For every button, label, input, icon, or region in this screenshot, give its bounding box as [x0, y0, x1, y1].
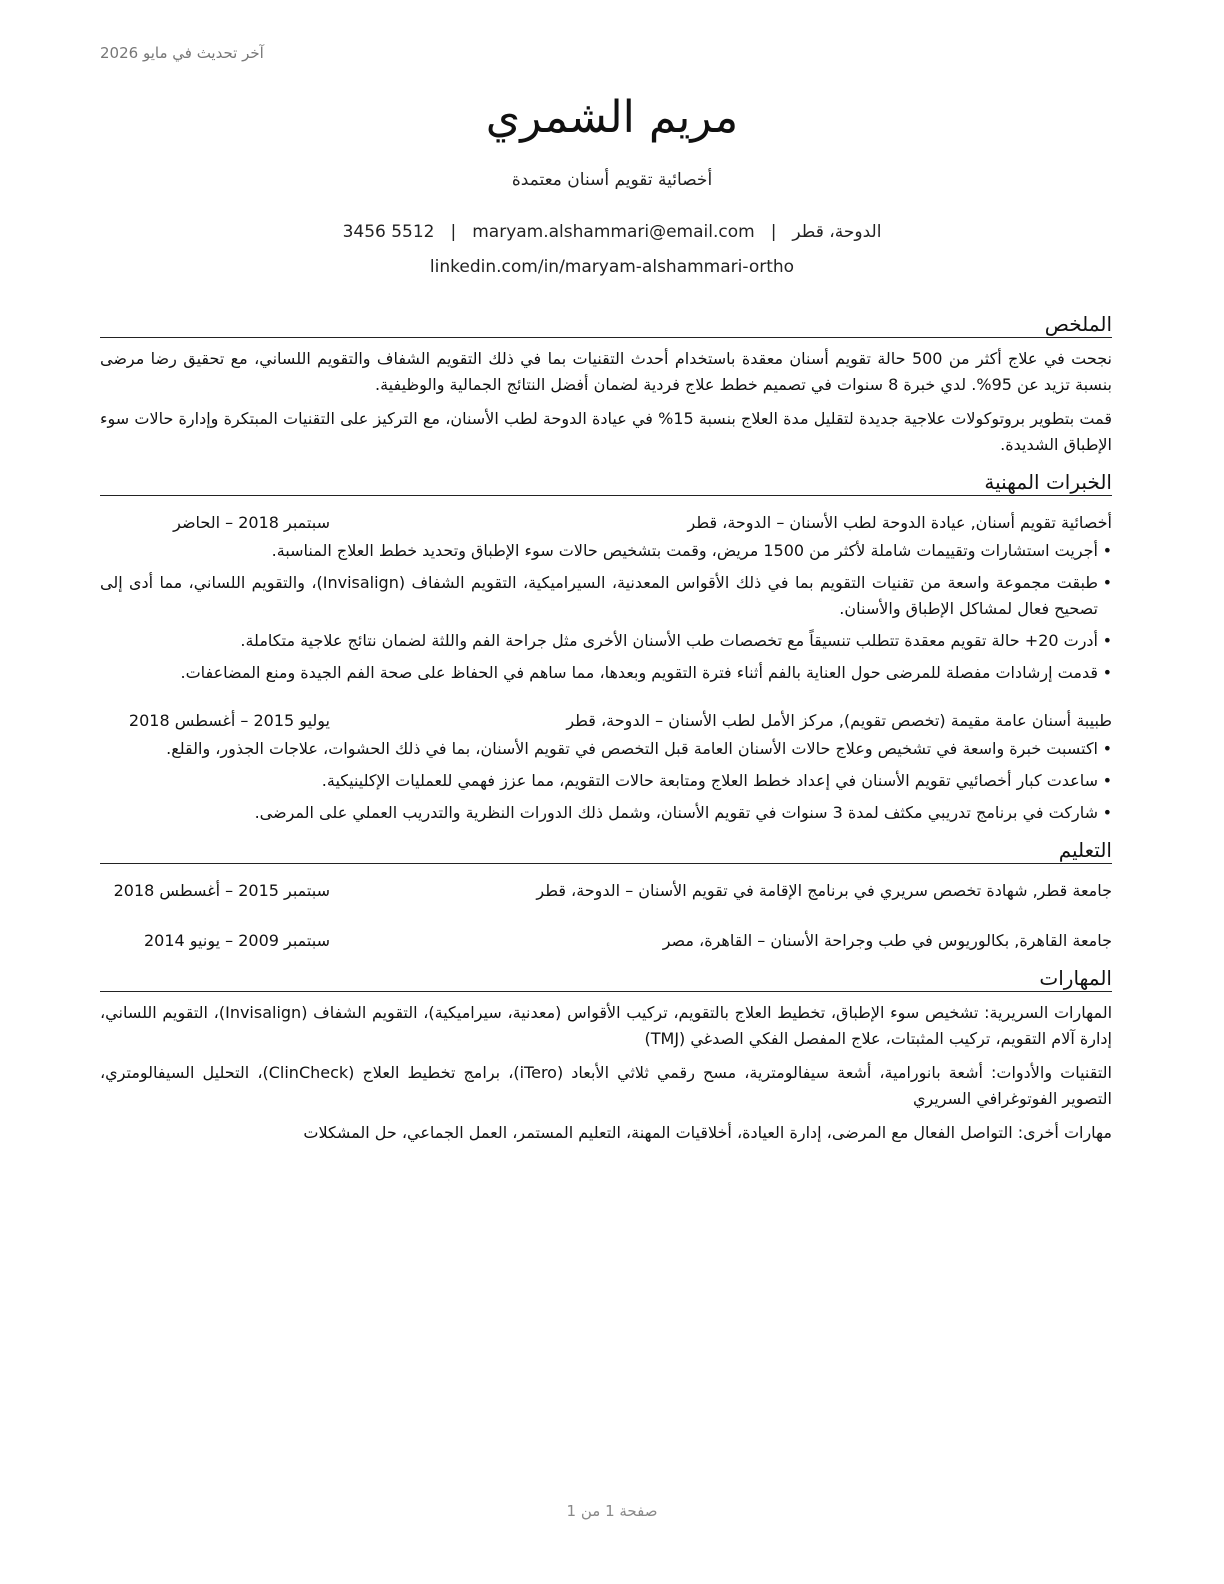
education-section — [100, 838, 1112, 954]
job-bullets — [100, 538, 1112, 686]
education-date: سبتمبر 2015 – أغسطس 2018 — [113, 881, 330, 900]
list-item: • شاركت في برنامج تدريبي مكثف لمدة 3 سنوات في تقويم الأسنان، وشمل ذلك الدورات النظرية والتدريب العملي على المرضى. — [100, 800, 1098, 826]
summary-section — [100, 312, 1112, 458]
list-item: • اكتسبت خبرة واسعة في تشخيص وعلاج حالات الأسنان العامة قبل التخصص في تقويم الأسنان، بما في ذلك الحشوات، علاجات الجذور، والقلع. — [100, 736, 1098, 762]
education-date: سبتمبر 2009 – يونيو 2014 — [143, 931, 330, 950]
location: الدوحة، قطر — [792, 222, 882, 242]
job-title: طبيبة أسنان عامة مقيمة (تخصص تقويم), مركز الأمل لطب الأسنان – الدوحة، قطر — [566, 711, 1112, 730]
section-heading: الملخص — [100, 312, 1112, 338]
last-updated: آخر تحديث في مايو 2026 — [100, 44, 264, 62]
candidate-name: مريم الشمري — [485, 92, 739, 143]
list-item: • أدرت 20+ حالة تقويم معقدة تتطلب تنسيقاً مع تخصصات طب الأسنان الأخرى مثل جراحة الفم واللثة لضمان نتائج علاجية متكاملة. — [100, 628, 1098, 654]
job-title: أخصائية تقويم أسنان, عيادة الدوحة لطب الأسنان – الدوحة، قطر — [687, 513, 1112, 532]
job-date: يوليو 2015 – أغسطس 2018 — [128, 711, 330, 730]
skill-line: التقنيات والأدوات: أشعة بانورامية، أشعة سيفالومترية، مسح رقمي ثلاثي الأبعاد (iTero)، برامج تخطيط العلاج (ClinCheck)، التحليل السيفالومتري، التصوير الفوتوغرافي السريري — [100, 1063, 1112, 1108]
job-date: سبتمبر 2018 – الحاضر — [173, 513, 330, 532]
resume-body — [100, 312, 1112, 1158]
education-title: جامعة قطر, شهادة تخصص سريري في برنامج الإقامة في تقويم الأسنان – الدوحة، قطر — [536, 881, 1112, 900]
job-header — [100, 708, 1112, 734]
skill-line: مهارات أخرى: التواصل الفعال مع المرضى، إدارة العيادة، أخلاقيات المهنة، التعليم المستمر، العمل الجماعي، حل المشكلات — [303, 1123, 1112, 1142]
phone-number: 3456 5512 — [342, 222, 435, 242]
list-item: • طبقت مجموعة واسعة من تقنيات التقويم بما في ذلك الأقواس المعدنية، السيراميكية، التقويم الشفاف (Invisalign)، والتقويم اللساني، مما أدى إلى تصحيح فعال لمشاكل الإطباق والأسنان. — [100, 570, 1098, 622]
experience-section — [100, 470, 1112, 826]
summary-paragraph: قمت بتطوير بروتوكولات علاجية جديدة لتقليل مدة العلاج بنسبة 15% في عيادة الدوحة لطب الأسنان، مع التركيز على التقنيات المبتكرة وإدارة حالات سوء الإطباق الشديدة. — [100, 409, 1113, 454]
list-item: • ساعدت كبار أخصائيي تقويم الأسنان في إعداد خطط العلاج ومتابعة حالات التقويم، مما عزز فهمي للعمليات الإكلينيكية. — [100, 768, 1098, 794]
section-heading: التعليم — [100, 838, 1112, 864]
summary-paragraph: نجحت في علاج أكثر من 500 حالة تقويم أسنان معقدة باستخدام أحدث التقنيات بما في ذلك التقويم الشفاف والتقويم اللساني، مع تحقيق رضا مرضى بنسبة تزيد عن 95%. لدي خبرة 8 سنوات في تصميم خطط علاج فردية لضمان أفضل النتائج الجمالية والوظيفية. — [100, 349, 1113, 394]
skills-section — [100, 966, 1112, 1146]
job-entry — [100, 708, 1112, 826]
job-bullets — [100, 736, 1112, 826]
job-entry — [100, 510, 1112, 686]
list-item: • أجريت استشارات وتقييمات شاملة لأكثر من 1500 مريض، وقمت بتشخيص حالات سوء الإطباق وتحديد خطط العلاج المناسبة. — [100, 538, 1098, 564]
email-link[interactable]: maryam.alshammari@email.com — [472, 222, 755, 242]
section-heading: الخبرات المهنية — [100, 470, 1112, 496]
education-entry — [100, 878, 1112, 904]
candidate-title: أخصائية تقويم أسنان معتمدة — [511, 170, 713, 190]
education-title: جامعة القاهرة, بكالوريوس في طب وجراحة الأسنان – القاهرة، مصر — [662, 931, 1112, 950]
job-header — [100, 510, 1112, 536]
list-item: • قدمت إرشادات مفصلة للمرضى حول العناية بالفم أثناء فترة التقويم وبعدها، مما ساهم في الحفاظ على صحة الفم الجيدة ومنع المضاعفات. — [100, 660, 1098, 686]
separator: | — [450, 222, 457, 242]
contact-line — [0, 222, 1224, 242]
education-entry — [100, 928, 1112, 954]
page-number: صفحة 1 من 1 — [566, 1502, 658, 1520]
skill-line: المهارات السريرية: تشخيص سوء الإطباق، تخطيط العلاج بالتقويم، تركيب الأقواس (معدنية، سيراميكية)، التقويم الشفاف (Invisalign)، التقويم اللساني، إدارة آلام التقويم، تركيب المثبتات، علاج المفصل الفكي الصدغي (TMJ) — [100, 1003, 1113, 1048]
section-heading: المهارات — [100, 966, 1112, 992]
separator: | — [770, 222, 777, 242]
linkedin-link[interactable]: linkedin.com/in/maryam-alshammari-ortho — [429, 257, 795, 277]
